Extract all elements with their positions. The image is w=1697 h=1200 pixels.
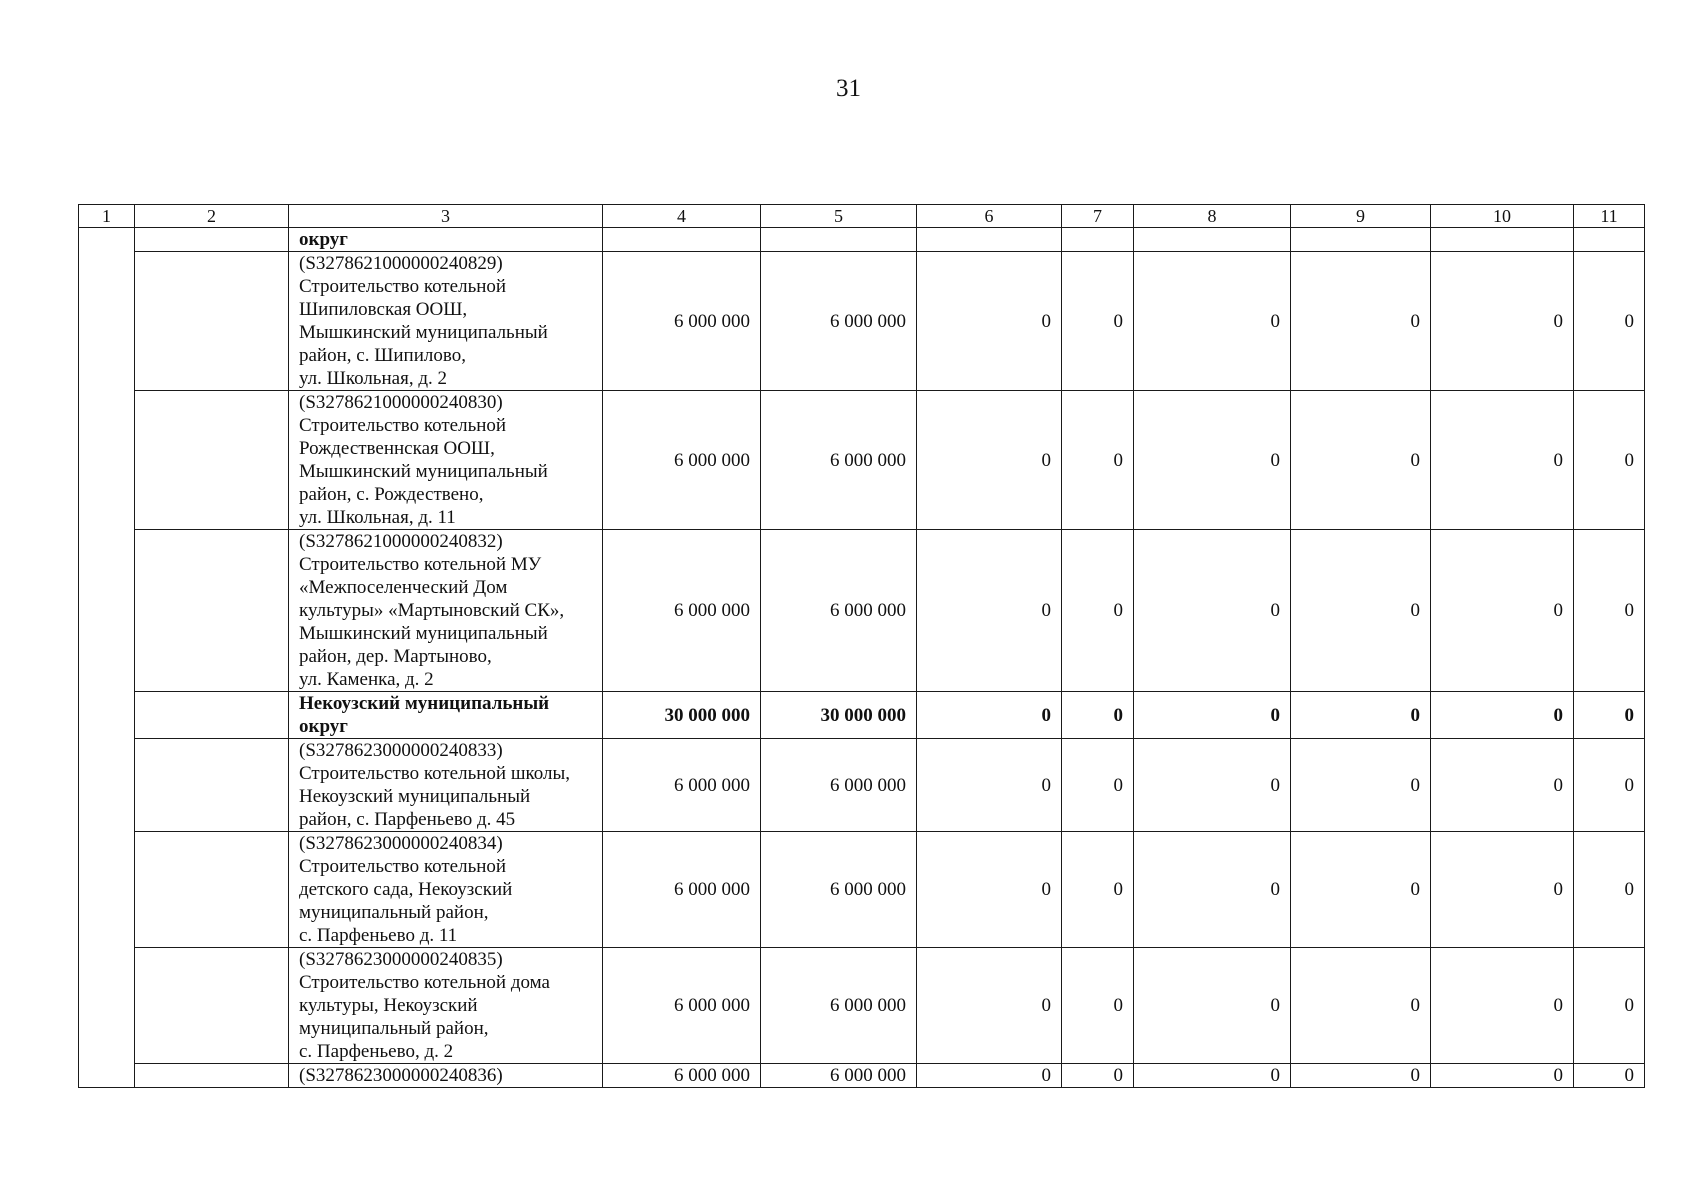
item-name-line: Некоузский муниципальный	[299, 786, 531, 807]
item-name-cell	[289, 832, 603, 948]
value-cell: 0	[917, 832, 1062, 948]
column-2-cell	[135, 692, 289, 739]
value-cell: 6 000 000	[603, 948, 761, 1064]
value-cell	[1291, 228, 1431, 252]
value-cell	[1574, 228, 1645, 252]
header-cell: 8	[1134, 205, 1291, 228]
page-number: 31	[836, 75, 861, 102]
value-cell: 0	[1431, 739, 1574, 832]
value-cell: 0	[1134, 739, 1291, 832]
table-row	[79, 948, 1645, 1064]
column-2-cell	[135, 739, 289, 832]
header-cell: 2	[135, 205, 289, 228]
column-2-cell	[135, 530, 289, 692]
value-cell: 6 000 000	[761, 530, 917, 692]
value-cell: 6 000 000	[761, 252, 917, 391]
item-name-line: район, с. Рождествено,	[299, 484, 484, 505]
value-cell: 6 000 000	[761, 739, 917, 832]
value-cell: 6 000 000	[603, 739, 761, 832]
item-name-line: с. Парфеньево, д. 2	[299, 1041, 454, 1062]
item-name-line: округ	[299, 229, 348, 250]
header-cell: 5	[761, 205, 917, 228]
header-cell: 10	[1431, 205, 1574, 228]
item-name-line: детского сада, Некоузский	[299, 879, 513, 900]
value-cell: 0	[1574, 530, 1645, 692]
value-cell: 0	[1062, 1064, 1134, 1088]
value-cell: 30 000 000	[761, 692, 917, 739]
value-cell: 0	[1431, 391, 1574, 530]
table-row	[79, 391, 1645, 530]
value-cell: 0	[1134, 1064, 1291, 1088]
value-cell	[917, 228, 1062, 252]
value-cell: 0	[1134, 530, 1291, 692]
value-cell: 0	[1134, 252, 1291, 391]
item-name-line: Строительство котельной	[299, 415, 507, 436]
item-name-cell	[289, 739, 603, 832]
item-name-line: муниципальный район,	[299, 1018, 489, 1039]
item-name-line: культуры» «Мартыновский СК»,	[299, 600, 565, 621]
value-cell: 6 000 000	[603, 832, 761, 948]
item-name-line: (S3278623000000240835)	[299, 949, 503, 970]
value-cell: 0	[1431, 948, 1574, 1064]
item-name-line: (S3278621000000240830)	[299, 392, 503, 413]
item-name-line: (S3278621000000240832)	[299, 531, 503, 552]
column-2-cell	[135, 252, 289, 391]
value-cell: 6 000 000	[603, 252, 761, 391]
item-name-line: округ	[299, 716, 348, 737]
column-1-cell	[79, 228, 135, 1088]
value-cell: 0	[1291, 832, 1431, 948]
value-cell	[1062, 228, 1134, 252]
header-cell: 3	[289, 205, 603, 228]
table-row	[79, 739, 1645, 832]
value-cell: 6 000 000	[761, 948, 917, 1064]
item-name-line: (S3278623000000240833)	[299, 740, 503, 761]
item-name-line: Некоузский муниципальный	[299, 693, 550, 714]
value-cell: 0	[1431, 1064, 1574, 1088]
value-cell: 30 000 000	[603, 692, 761, 739]
table-row	[79, 252, 1645, 391]
item-name-line: район, дер. Мартыново,	[299, 646, 492, 667]
table-header-row	[79, 205, 1645, 228]
header-cell: 11	[1574, 205, 1645, 228]
value-cell: 0	[1062, 530, 1134, 692]
header-cell: 7	[1062, 205, 1134, 228]
value-cell: 0	[1574, 739, 1645, 832]
table-row	[79, 832, 1645, 948]
table-row	[79, 228, 1645, 252]
item-name-cell	[289, 228, 603, 252]
item-name-line: культуры, Некоузский	[299, 995, 478, 1016]
item-name-cell	[289, 530, 603, 692]
item-name-line: район, с. Шипилово,	[299, 345, 466, 366]
item-name-line: Строительство котельной дома	[299, 972, 550, 993]
value-cell: 0	[917, 739, 1062, 832]
value-cell: 0	[1062, 252, 1134, 391]
column-2-cell	[135, 1064, 289, 1088]
value-cell: 0	[1291, 692, 1431, 739]
budget-table	[78, 204, 1645, 1088]
item-name-cell	[289, 252, 603, 391]
item-name-line: Мышкинский муниципальный	[299, 461, 548, 482]
value-cell: 0	[917, 1064, 1062, 1088]
item-name-cell	[289, 948, 603, 1064]
value-cell: 0	[1062, 692, 1134, 739]
value-cell	[603, 228, 761, 252]
item-name-line: (S3278623000000240834)	[299, 833, 503, 854]
item-name-line: с. Парфеньево д. 11	[299, 925, 458, 946]
value-cell: 6 000 000	[761, 1064, 917, 1088]
value-cell: 6 000 000	[603, 1064, 761, 1088]
value-cell	[761, 228, 917, 252]
item-name-line: Строительство котельной МУ	[299, 554, 542, 575]
item-name-cell	[289, 391, 603, 530]
item-name-line: ул. Каменка, д. 2	[299, 669, 434, 690]
item-name-line: Рождественнская ООШ,	[299, 438, 495, 459]
value-cell: 0	[1062, 739, 1134, 832]
item-name-line: ул. Школьная, д. 2	[299, 368, 447, 389]
value-cell: 0	[917, 391, 1062, 530]
value-cell: 0	[1574, 832, 1645, 948]
value-cell	[1134, 228, 1291, 252]
item-name-line: «Межпоселенческий Дом	[299, 577, 508, 598]
value-cell: 0	[917, 692, 1062, 739]
value-cell: 0	[1574, 1064, 1645, 1088]
item-name-line: Строительство котельной школы,	[299, 763, 570, 784]
column-2-cell	[135, 832, 289, 948]
value-cell: 6 000 000	[603, 530, 761, 692]
header-cell: 1	[79, 205, 135, 228]
value-cell: 0	[1291, 739, 1431, 832]
value-cell: 6 000 000	[761, 832, 917, 948]
value-cell: 0	[1431, 832, 1574, 948]
value-cell: 0	[1134, 391, 1291, 530]
value-cell: 0	[1291, 391, 1431, 530]
value-cell: 0	[917, 530, 1062, 692]
value-cell: 0	[1291, 252, 1431, 391]
item-name-line: Строительство котельной	[299, 276, 507, 297]
table-row	[79, 1064, 1645, 1088]
value-cell: 0	[1291, 1064, 1431, 1088]
value-cell: 0	[1062, 391, 1134, 530]
item-name-line: муниципальный район,	[299, 902, 489, 923]
value-cell: 6 000 000	[603, 391, 761, 530]
column-2-cell	[135, 391, 289, 530]
item-name-line: Шипиловская ООШ,	[299, 299, 468, 320]
item-name-line: район, с. Парфеньево д. 45	[299, 809, 516, 830]
table-row	[79, 692, 1645, 739]
item-name-line: ул. Школьная, д. 11	[299, 507, 456, 528]
column-2-cell	[135, 948, 289, 1064]
value-cell: 0	[1291, 948, 1431, 1064]
header-cell: 6	[917, 205, 1062, 228]
value-cell: 0	[1431, 692, 1574, 739]
item-name-line: (S3278623000000240836)	[299, 1065, 503, 1086]
header-cell: 4	[603, 205, 761, 228]
value-cell	[1431, 228, 1574, 252]
column-2-cell	[135, 228, 289, 252]
value-cell: 0	[1431, 530, 1574, 692]
value-cell: 0	[1291, 530, 1431, 692]
item-name-line: (S3278621000000240829)	[299, 253, 503, 274]
value-cell: 0	[1574, 948, 1645, 1064]
value-cell: 0	[1574, 692, 1645, 739]
value-cell: 0	[917, 948, 1062, 1064]
item-name-line: Мышкинский муниципальный	[299, 623, 548, 644]
header-cell: 9	[1291, 205, 1431, 228]
value-cell: 0	[1574, 252, 1645, 391]
table-row	[79, 530, 1645, 692]
table-body	[79, 228, 1645, 1088]
value-cell: 0	[1574, 391, 1645, 530]
item-name-cell	[289, 1064, 603, 1088]
value-cell: 6 000 000	[761, 391, 917, 530]
value-cell: 0	[917, 252, 1062, 391]
value-cell: 0	[1134, 832, 1291, 948]
value-cell: 0	[1134, 692, 1291, 739]
value-cell: 0	[1431, 252, 1574, 391]
value-cell: 0	[1134, 948, 1291, 1064]
value-cell: 0	[1062, 832, 1134, 948]
item-name-cell	[289, 692, 603, 739]
item-name-line: Мышкинский муниципальный	[299, 322, 548, 343]
item-name-line: Строительство котельной	[299, 856, 507, 877]
value-cell: 0	[1062, 948, 1134, 1064]
